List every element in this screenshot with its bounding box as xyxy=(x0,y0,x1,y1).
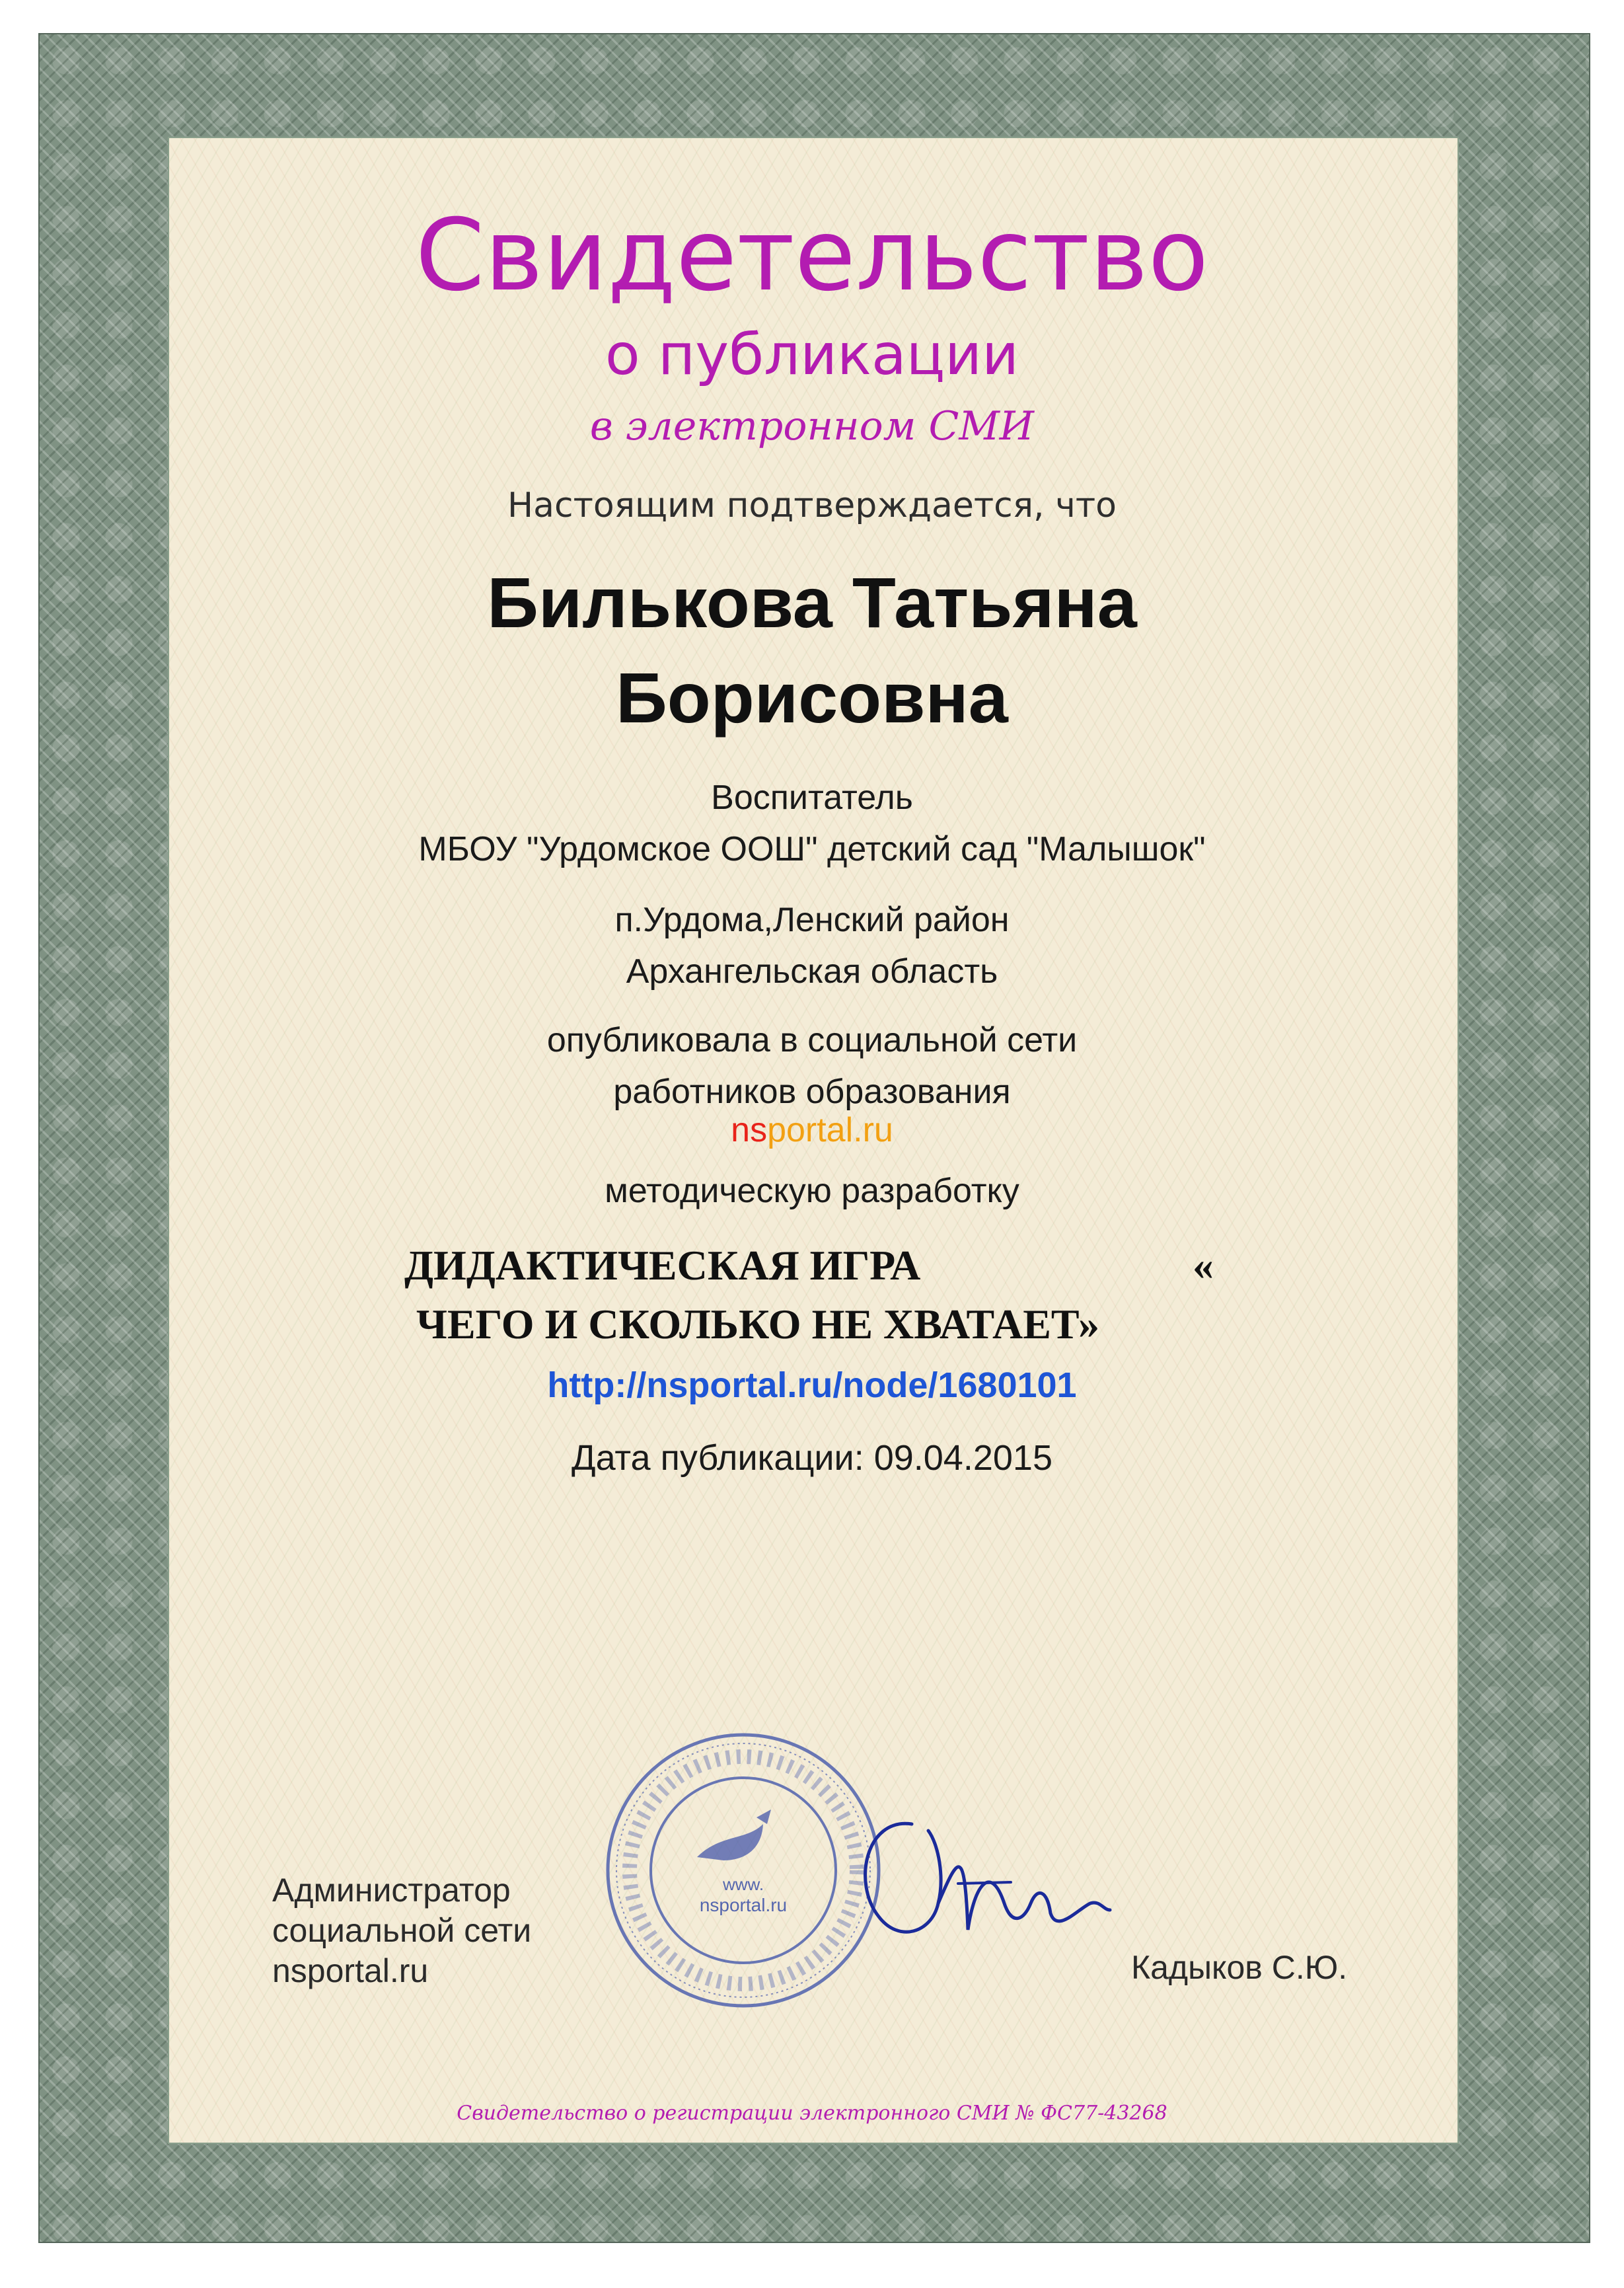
site-name xyxy=(0,1110,1624,1150)
confirm-text: Настоящим подтверждается, что xyxy=(507,486,1117,525)
registration-note: Свидетельство о регистрации электронного СМИ № ФС77-43268 xyxy=(457,2102,1167,2125)
admin-line1: Администратор xyxy=(272,1872,511,1909)
admin-line3: nsportal.ru xyxy=(272,1952,429,1989)
recipient-location-block xyxy=(0,894,1624,997)
certificate-title: Свидетельство xyxy=(415,198,1209,313)
recipient-name-line1: Билькова Татьяна xyxy=(487,562,1137,642)
administrator-block xyxy=(272,1870,531,1991)
signer-name: Кадыков С.Ю. xyxy=(1131,1949,1348,1986)
site-name-rest: portal.ru xyxy=(767,1111,893,1149)
recipient-locality: п.Урдома,Ленский район xyxy=(614,901,1010,939)
admin-line2: социальной сети xyxy=(272,1912,532,1949)
recipient-position: Воспитатель xyxy=(711,779,913,817)
certificate-subtitle: о публикации xyxy=(605,322,1019,388)
work-title-line2: ЧЕГО И СКОЛЬКО НЕ ХВАТАЕТ» xyxy=(416,1301,1099,1348)
published-line2: работников образования xyxy=(613,1073,1011,1111)
recipient-organization: МБОУ "Урдомское ООШ" детский сад "Малышок" xyxy=(418,830,1206,868)
publication-link-text[interactable]: http://nsportal.ru/node/1680101 xyxy=(547,1365,1077,1405)
work-type: методическую разработку xyxy=(605,1172,1019,1210)
published-text xyxy=(0,1014,1624,1118)
recipient-name xyxy=(0,555,1624,745)
stamp-text-www: www. xyxy=(722,1874,764,1894)
stamp-text-site: nsportal.ru xyxy=(699,1895,788,1915)
recipient-name-line2: Борисовна xyxy=(616,657,1008,738)
recipient-position-block xyxy=(0,772,1624,875)
publication-date: Дата публикации: 09.04.2015 xyxy=(572,1438,1052,1478)
recipient-region: Архангельская область xyxy=(626,952,998,991)
publication-link[interactable] xyxy=(0,1365,1624,1406)
work-title-quote: « xyxy=(1193,1242,1214,1289)
site-name-ns: ns xyxy=(731,1111,768,1149)
signature xyxy=(839,1804,1130,1976)
certificate-subtitle-media: в электронном СМИ xyxy=(589,403,1035,449)
work-title-line1: ДИДАКТИЧЕСКАЯ ИГРА xyxy=(404,1242,921,1289)
published-line1: опубликовала в социальной сети xyxy=(546,1021,1078,1059)
